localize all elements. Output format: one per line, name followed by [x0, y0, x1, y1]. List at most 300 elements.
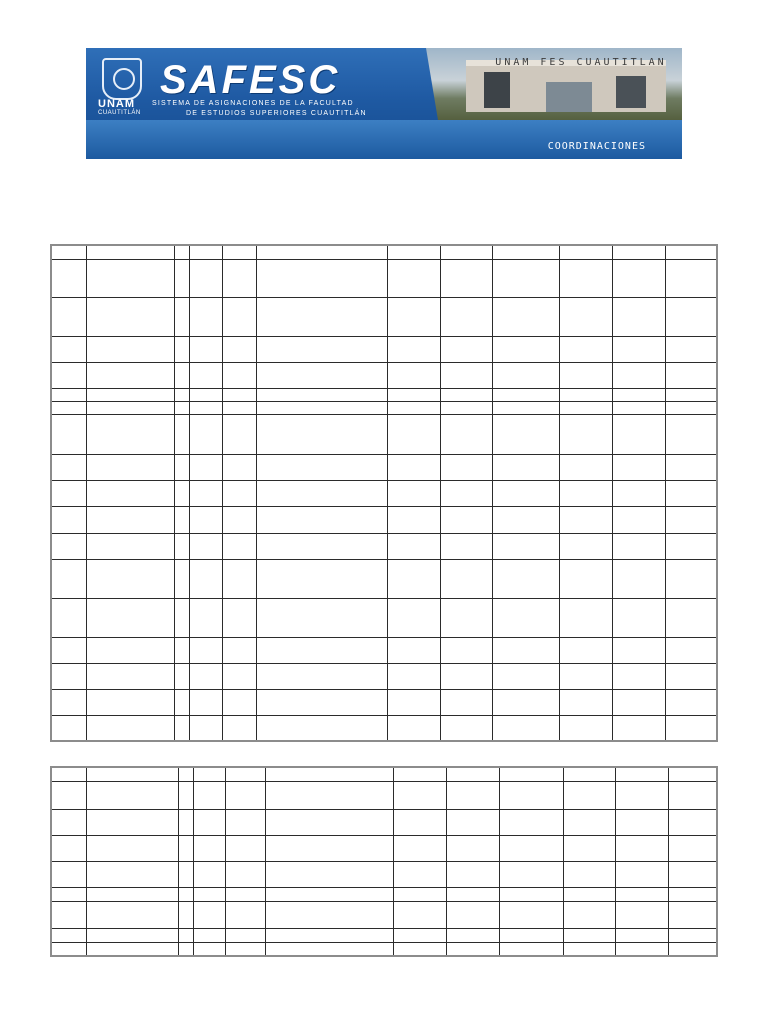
table-cell: [51, 336, 86, 362]
table-cell: [265, 942, 393, 956]
table-cell: [499, 767, 563, 781]
table-row: [51, 414, 717, 454]
table-cell: [668, 861, 717, 887]
table-cell: [446, 767, 499, 781]
table-cell: [499, 781, 563, 809]
table-cell: [174, 598, 189, 637]
table-cell: [440, 637, 492, 663]
table-cell: [492, 297, 559, 336]
table-cell: [86, 297, 174, 336]
table-cell: [559, 533, 612, 559]
table-cell: [492, 414, 559, 454]
table-cell: [51, 401, 86, 414]
table-cell: [492, 663, 559, 689]
table-row: [51, 663, 717, 689]
table-cell: [265, 767, 393, 781]
table-cell: [492, 533, 559, 559]
table-cell: [492, 336, 559, 362]
table-cell: [51, 506, 86, 533]
table-cell: [86, 533, 174, 559]
table-cell: [86, 362, 174, 388]
table-cell: [51, 362, 86, 388]
table-cell: [613, 689, 666, 715]
table-cell: [563, 928, 615, 942]
table-cell: [559, 637, 612, 663]
table-row: [51, 245, 717, 259]
table-cell: [189, 401, 222, 414]
table-cell: [499, 835, 563, 861]
table-row: [51, 901, 717, 928]
table-cell: [388, 245, 440, 259]
table-cell: [615, 861, 668, 887]
table-cell: [193, 809, 225, 835]
table-row: [51, 506, 717, 533]
table-row: [51, 388, 717, 401]
table-cell: [440, 506, 492, 533]
table-cell: [265, 901, 393, 928]
table-cell: [615, 887, 668, 901]
table-cell: [86, 928, 178, 942]
table-cell: [492, 559, 559, 598]
table-cell: [257, 245, 388, 259]
table-cell: [174, 362, 189, 388]
table-cell: [440, 480, 492, 506]
table-cell: [613, 414, 666, 454]
table-cell: [666, 598, 717, 637]
table-cell: [613, 715, 666, 741]
table-cell: [265, 861, 393, 887]
table-cell: [51, 767, 86, 781]
table-cell: [615, 809, 668, 835]
table-cell: [86, 506, 174, 533]
table-cell: [615, 928, 668, 942]
table-cell: [666, 637, 717, 663]
table-cell: [559, 388, 612, 401]
table-cell: [613, 506, 666, 533]
table-cell: [666, 506, 717, 533]
table-cell: [559, 715, 612, 741]
gate-sign-text: UNAM FES CUAUTITLAN: [495, 57, 667, 68]
table-cell: [668, 835, 717, 861]
table-cell: [51, 598, 86, 637]
table-cell: [440, 362, 492, 388]
table-cell: [257, 414, 388, 454]
table-cell: [257, 336, 388, 362]
section-label: COORDINACIONES: [547, 141, 646, 152]
table-cell: [388, 259, 440, 297]
table-cell: [222, 715, 256, 741]
table-cell: [178, 928, 193, 942]
table-cell: [492, 480, 559, 506]
table-cell: [492, 245, 559, 259]
table-cell: [440, 559, 492, 598]
table-cell: [666, 559, 717, 598]
table-cell: [257, 559, 388, 598]
table-cell: [559, 689, 612, 715]
table-cell: [193, 901, 225, 928]
table-cell: [225, 861, 265, 887]
table-cell: [388, 715, 440, 741]
table-cell: [668, 901, 717, 928]
table-row: [51, 835, 717, 861]
table-cell: [86, 901, 178, 928]
table-cell: [174, 715, 189, 741]
table-cell: [563, 781, 615, 809]
brand-title: SAFESC: [160, 58, 341, 102]
table-cell: [222, 336, 256, 362]
table-cell: [86, 809, 178, 835]
table-cell: [440, 245, 492, 259]
table-cell: [86, 388, 174, 401]
table-cell: [492, 401, 559, 414]
table-cell: [178, 835, 193, 861]
table-cell: [189, 689, 222, 715]
brand-tagline-line-1: SISTEMA DE ASIGNACIONES DE LA FACULTAD: [152, 100, 354, 107]
table-cell: [492, 259, 559, 297]
table-cell: [51, 835, 86, 861]
table-cell: [174, 336, 189, 362]
table-cell: [178, 901, 193, 928]
table-cell: [393, 809, 446, 835]
table-cell: [666, 414, 717, 454]
table-cell: [613, 480, 666, 506]
table-cell: [440, 414, 492, 454]
table-cell: [189, 480, 222, 506]
table-cell: [388, 414, 440, 454]
table-cell: [666, 689, 717, 715]
table-cell: [613, 336, 666, 362]
table-cell: [559, 480, 612, 506]
table-cell: [86, 861, 178, 887]
table-cell: [86, 414, 174, 454]
table-cell: [189, 715, 222, 741]
table-row: [51, 767, 717, 781]
table-cell: [225, 928, 265, 942]
table-cell: [257, 637, 388, 663]
table-cell: [440, 336, 492, 362]
table-cell: [257, 506, 388, 533]
table-cell: [499, 861, 563, 887]
table-cell: [499, 901, 563, 928]
table-cell: [86, 887, 178, 901]
table-row: [51, 559, 717, 598]
table-cell: [559, 414, 612, 454]
table-cell: [388, 388, 440, 401]
table-cell: [51, 259, 86, 297]
table-cell: [559, 297, 612, 336]
table-cell: [559, 663, 612, 689]
table-cell: [193, 861, 225, 887]
table-cell: [559, 454, 612, 480]
table-cell: [193, 887, 225, 901]
table-cell: [668, 809, 717, 835]
table-cell: [51, 809, 86, 835]
table-cell: [265, 781, 393, 809]
table-cell: [51, 533, 86, 559]
table-cell: [222, 454, 256, 480]
table-cell: [265, 887, 393, 901]
table-cell: [51, 559, 86, 598]
table-cell: [446, 887, 499, 901]
table-cell: [189, 533, 222, 559]
table-cell: [440, 689, 492, 715]
table-cell: [193, 928, 225, 942]
table-cell: [222, 245, 256, 259]
table-cell: [51, 637, 86, 663]
table-cell: [174, 297, 189, 336]
table-cell: [222, 663, 256, 689]
table-cell: [393, 835, 446, 861]
table-cell: [492, 454, 559, 480]
table-cell: [563, 901, 615, 928]
table-cell: [446, 942, 499, 956]
table-cell: [499, 942, 563, 956]
table-cell: [613, 637, 666, 663]
table-cell: [193, 767, 225, 781]
table-cell: [225, 809, 265, 835]
table-cell: [86, 559, 174, 598]
table-cell: [257, 388, 388, 401]
table-cell: [265, 835, 393, 861]
table-cell: [613, 663, 666, 689]
table-cell: [265, 928, 393, 942]
table-cell: [222, 414, 256, 454]
table-cell: [666, 245, 717, 259]
table-cell: [388, 689, 440, 715]
table-cell: [388, 506, 440, 533]
table-cell: [499, 887, 563, 901]
table-cell: [563, 887, 615, 901]
table-cell: [613, 259, 666, 297]
table-cell: [189, 259, 222, 297]
table-cell: [189, 506, 222, 533]
table-cell: [559, 259, 612, 297]
table-cell: [388, 637, 440, 663]
table-cell: [189, 454, 222, 480]
table-cell: [388, 533, 440, 559]
table-cell: [257, 715, 388, 741]
table-cell: [193, 942, 225, 956]
table-row: [51, 297, 717, 336]
table-cell: [178, 861, 193, 887]
table-cell: [668, 928, 717, 942]
table-cell: [666, 454, 717, 480]
table-cell: [51, 689, 86, 715]
table-cell: [446, 781, 499, 809]
table-cell: [189, 663, 222, 689]
table-cell: [388, 454, 440, 480]
safesc-banner: [86, 48, 682, 159]
table-cell: [666, 715, 717, 741]
table-cell: [613, 401, 666, 414]
schedule-table-1: [50, 244, 718, 742]
table-cell: [613, 598, 666, 637]
table-cell: [225, 835, 265, 861]
table-cell: [189, 245, 222, 259]
table-cell: [666, 401, 717, 414]
table-cell: [668, 767, 717, 781]
table-cell: [174, 663, 189, 689]
table-row: [51, 454, 717, 480]
brand-tagline-line-2: DE ESTUDIOS SUPERIORES CUAUTITLÁN: [186, 110, 367, 117]
table-cell: [666, 259, 717, 297]
table-cell: [51, 663, 86, 689]
table-cell: [613, 245, 666, 259]
table-cell: [393, 901, 446, 928]
table-cell: [222, 637, 256, 663]
table-cell: [86, 480, 174, 506]
table-cell: [222, 598, 256, 637]
table-cell: [178, 942, 193, 956]
table-cell: [559, 336, 612, 362]
table-cell: [615, 942, 668, 956]
table-cell: [559, 598, 612, 637]
table-cell: [393, 928, 446, 942]
table-cell: [174, 414, 189, 454]
table-cell: [189, 297, 222, 336]
table-cell: [174, 559, 189, 598]
table-cell: [174, 533, 189, 559]
table-cell: [615, 767, 668, 781]
table-cell: [257, 598, 388, 637]
table-cell: [225, 767, 265, 781]
table-cell: [174, 401, 189, 414]
table-cell: [174, 259, 189, 297]
table-cell: [222, 480, 256, 506]
table-cell: [393, 861, 446, 887]
table-cell: [86, 715, 174, 741]
table-cell: [51, 388, 86, 401]
table-cell: [189, 362, 222, 388]
table-row: [51, 715, 717, 741]
table-cell: [257, 297, 388, 336]
table-cell: [257, 362, 388, 388]
table-cell: [193, 835, 225, 861]
table-cell: [668, 781, 717, 809]
table-cell: [666, 336, 717, 362]
table-cell: [51, 454, 86, 480]
table-cell: [86, 336, 174, 362]
table-cell: [388, 598, 440, 637]
table-cell: [222, 362, 256, 388]
table-cell: [492, 506, 559, 533]
table-cell: [257, 259, 388, 297]
table-cell: [189, 336, 222, 362]
table-cell: [174, 506, 189, 533]
table-cell: [86, 767, 178, 781]
table-row: [51, 598, 717, 637]
table-cell: [257, 663, 388, 689]
table-cell: [563, 861, 615, 887]
table-cell: [492, 715, 559, 741]
table-cell: [563, 767, 615, 781]
table-cell: [222, 559, 256, 598]
table-cell: [666, 663, 717, 689]
table-cell: [257, 480, 388, 506]
table-cell: [174, 637, 189, 663]
table-cell: [174, 454, 189, 480]
table-cell: [189, 637, 222, 663]
table-cell: [446, 928, 499, 942]
table-cell: [222, 533, 256, 559]
table-cell: [440, 388, 492, 401]
table-cell: [440, 533, 492, 559]
table-cell: [613, 559, 666, 598]
table-cell: [388, 336, 440, 362]
table-cell: [189, 388, 222, 401]
table-cell: [51, 715, 86, 741]
table-cell: [86, 689, 174, 715]
table-cell: [613, 533, 666, 559]
table-cell: [613, 454, 666, 480]
table-cell: [86, 781, 178, 809]
table-cell: [666, 533, 717, 559]
table-cell: [393, 887, 446, 901]
table-cell: [86, 454, 174, 480]
table-cell: [613, 388, 666, 401]
table-cell: [492, 362, 559, 388]
table-row: [51, 259, 717, 297]
table-cell: [559, 401, 612, 414]
table-cell: [440, 297, 492, 336]
table-cell: [51, 901, 86, 928]
table-cell: [257, 401, 388, 414]
table-cell: [86, 598, 174, 637]
table-cell: [257, 689, 388, 715]
table-cell: [51, 297, 86, 336]
table-cell: [189, 414, 222, 454]
table-cell: [174, 689, 189, 715]
table-cell: [178, 887, 193, 901]
table-cell: [86, 637, 174, 663]
table-cell: [440, 715, 492, 741]
table-cell: [86, 401, 174, 414]
table-cell: [499, 928, 563, 942]
table-cell: [446, 809, 499, 835]
table-cell: [666, 362, 717, 388]
unam-shield-icon: [102, 58, 142, 100]
table-cell: [51, 245, 86, 259]
table-cell: [257, 533, 388, 559]
table-row: [51, 928, 717, 942]
table-cell: [440, 598, 492, 637]
table-cell: [222, 401, 256, 414]
table-cell: [440, 454, 492, 480]
table-row: [51, 809, 717, 835]
table-row: [51, 533, 717, 559]
table-cell: [440, 663, 492, 689]
table-row: [51, 401, 717, 414]
table-cell: [174, 480, 189, 506]
table-cell: [492, 689, 559, 715]
table-cell: [666, 388, 717, 401]
table-cell: [446, 861, 499, 887]
table-cell: [388, 297, 440, 336]
table-cell: [440, 259, 492, 297]
table-cell: [86, 942, 178, 956]
table-cell: [668, 887, 717, 901]
table-cell: [222, 506, 256, 533]
table-cell: [86, 259, 174, 297]
table-cell: [265, 809, 393, 835]
table-row: [51, 861, 717, 887]
table-cell: [388, 559, 440, 598]
table-cell: [51, 887, 86, 901]
table-cell: [86, 663, 174, 689]
table-cell: [563, 809, 615, 835]
table-cell: [222, 689, 256, 715]
table-cell: [388, 401, 440, 414]
